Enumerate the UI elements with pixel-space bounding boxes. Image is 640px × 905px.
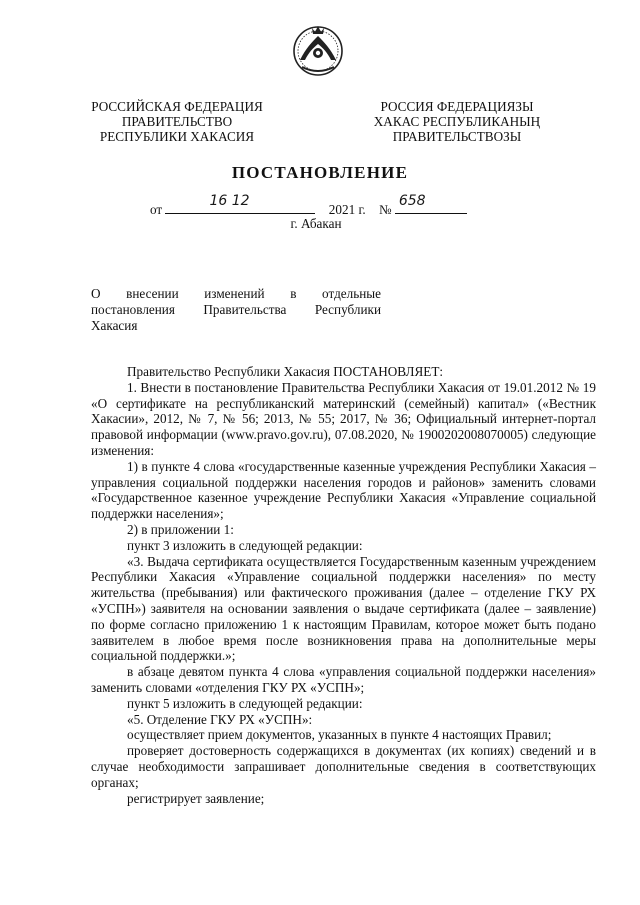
header-left	[80, 99, 274, 144]
document-title: ПОСТАНОВЛЕНИЕ	[231, 163, 409, 182]
handwritten-number: 658	[398, 193, 426, 209]
header-left-line-2: ПРАВИТЕЛЬСТВО	[121, 114, 233, 129]
document-body	[91, 364, 596, 806]
body-paragraph: регистрирует заявление;	[127, 790, 265, 806]
date-blank	[165, 193, 315, 214]
body-paragraph: Правительство Республики Хакасия ПОСТАНОВЛЯЕТ:	[127, 364, 444, 379]
date-year: 2021 г.	[328, 202, 366, 217]
header-right-line-3: ПРАВИТЕЛЬСТВОЗЫ	[392, 129, 522, 144]
body-paragraph: пункт 5 изложить в следующей редакции:	[127, 695, 363, 711]
body-paragraph: проверяет достоверность содержащихся в документах (их копиях) сведений и в случае необходимости запрашивает дополнительные сведения в соответствующих органах;	[91, 743, 596, 790]
body-paragraph: 1. Внести в постановление Правительства Республики Хакасия от 19.01.2012 № 19 «О сертификате на республиканский материнский (семейный) капитал» («Вестник Хакасии», 2012, № 7, № 56; 2013, № 55; 2017, № 36; Официальный интернет-портал правовой информации (www.pravo.gov.ru), 07.08.2020, № 1900202008070005) следующие изменения:	[91, 379, 596, 458]
header-left-line-3: РЕСПУБЛИКИ ХАКАСИЯ	[99, 129, 255, 144]
subject-block	[91, 286, 381, 334]
body-paragraph: пункт 3 изложить в следующей редакции:	[127, 537, 363, 553]
body-paragraph: «5. Отделение ГКУ РХ «УСПН»:	[127, 711, 313, 727]
body-paragraph: осуществляет прием документов, указанных в пункте 4 настоящих Правил;	[127, 727, 552, 743]
date-from-label: от	[150, 202, 163, 217]
number-label: №	[378, 202, 392, 217]
body-paragraph: «3. Выдача сертификата осуществляется Государственным казенным учреждением Республики Хакасия «Управление социальной поддержки населения» по месту жительства (пребывания) или фактического проживания (далее – отделение ГКУ РХ «УСПН») заявителя на основании заявления о выдаче сертификата (далее – заявление) по форме согласно приложению 1 к настоящим Правилам, которое может быть подано заявителем в любое время после возникновения права на дополнительные меры социальной поддержки.»;	[91, 553, 596, 664]
city-name: г. Абакан	[290, 216, 342, 231]
republic-emblem-icon	[288, 20, 348, 80]
number-blank	[395, 193, 467, 214]
header-right-line-2: ХАКАС РЕСПУБЛИКАНЫҢ	[373, 114, 541, 129]
body-paragraph: 1) в пункте 4 слова «государственные казенные учреждения Республики Хакасия – управления социальной поддержки населения городов и районов» заменить словами «Государственное казенное учреждение Республики Хакасия «Управление социальной поддержки населения»;	[91, 458, 596, 522]
subject-line-3: Хакасия	[91, 318, 138, 333]
subject-line-2: постановления Правительства Республики	[91, 302, 381, 317]
body-paragraph: 2) в приложении 1:	[127, 521, 234, 537]
header-left-line-1: РОССИЙСКАЯ ФЕДЕРАЦИЯ	[91, 99, 263, 114]
header-right	[350, 99, 564, 144]
handwritten-date: 16 12	[209, 193, 250, 209]
subject-line-1: О внесении изменений в отдельные	[91, 286, 381, 301]
header-right-line-1: РОССИЯ ФЕДЕРАЦИЯЗЫ	[380, 99, 534, 114]
city	[0, 216, 640, 232]
body-paragraph: в абзаце девятом пункта 4 слова «управления социальной поддержки населения» заменить словами «отделения ГКУ РХ «УСПН»;	[91, 664, 596, 695]
